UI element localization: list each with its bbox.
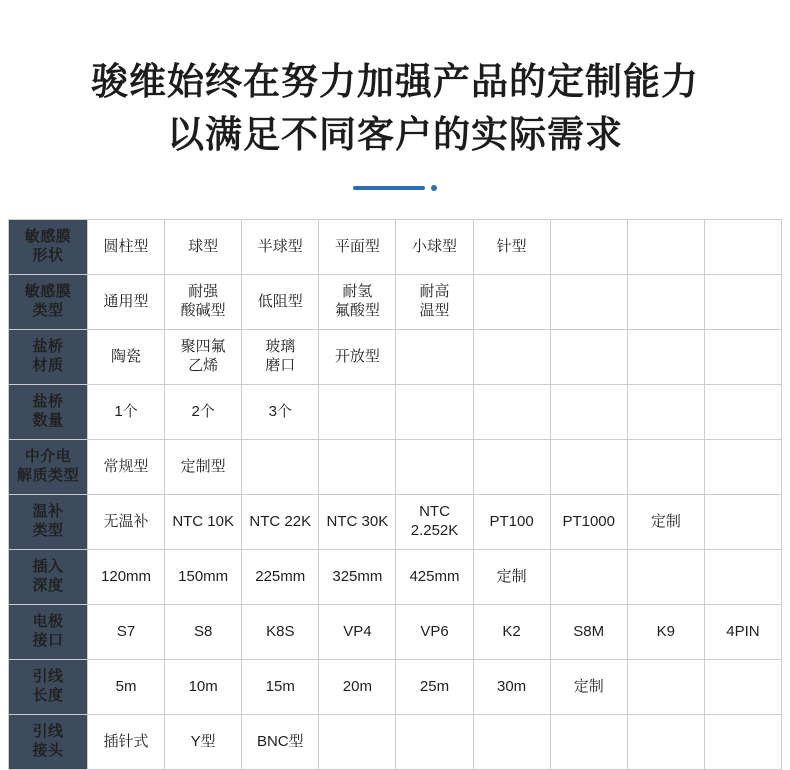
- table-cell-line: 15m: [265, 677, 295, 695]
- table-cell[interactable]: [242, 275, 319, 330]
- table-cell-empty: [550, 330, 627, 385]
- table-cell[interactable]: [396, 495, 473, 550]
- table-cell-line: S8: [193, 622, 213, 640]
- table-cell[interactable]: [550, 605, 627, 660]
- row-header-line: 深度: [32, 577, 64, 595]
- table-cell-line: 5m: [115, 677, 137, 695]
- table-cell-line: PT100: [489, 512, 534, 530]
- table-cell-line: 氟酸型: [334, 302, 380, 320]
- table-cell[interactable]: [88, 440, 165, 495]
- table-cell[interactable]: [319, 550, 396, 605]
- table-cell-line: 425mm: [409, 567, 460, 585]
- table-cell[interactable]: [473, 605, 550, 660]
- table-cell[interactable]: [88, 275, 165, 330]
- row-header: [9, 440, 88, 495]
- table-cell[interactable]: [165, 660, 242, 715]
- divider-dot: [431, 185, 437, 191]
- table-cell-empty: [704, 495, 781, 550]
- row-header: [9, 220, 88, 275]
- row-header: [9, 660, 88, 715]
- table-row: [9, 220, 782, 275]
- table-cell-line: 磨口: [265, 357, 296, 375]
- table-cell-empty: [396, 385, 473, 440]
- table-cell[interactable]: [319, 330, 396, 385]
- table-cell[interactable]: [242, 715, 319, 770]
- table-cell-empty: [704, 330, 781, 385]
- row-header-line: 电极: [32, 613, 64, 631]
- table-cell[interactable]: [319, 605, 396, 660]
- table-cell-line: BNC型: [256, 732, 304, 750]
- table-cell[interactable]: [165, 440, 242, 495]
- table-cell-line: 常规型: [103, 457, 149, 475]
- row-header-line: 盐桥: [32, 393, 64, 411]
- table-cell[interactable]: [88, 715, 165, 770]
- table-cell[interactable]: [396, 275, 473, 330]
- table-cell-line: 开放型: [334, 347, 380, 365]
- table-cell-empty: [473, 385, 550, 440]
- table-cell-empty: [704, 220, 781, 275]
- table-cell-line: 半球型: [257, 237, 303, 255]
- table-cell[interactable]: [242, 605, 319, 660]
- table-cell[interactable]: [473, 550, 550, 605]
- table-cell-empty: [550, 220, 627, 275]
- table-cell-empty: [627, 715, 704, 770]
- table-cell-line: VP6: [420, 622, 449, 640]
- table-cell-line: NTC: [419, 503, 450, 521]
- table-cell-empty: [396, 440, 473, 495]
- row-header: [9, 330, 88, 385]
- table-cell-empty: [627, 330, 704, 385]
- table-cell-empty: [550, 275, 627, 330]
- row-header-line: 解质类型: [16, 467, 79, 485]
- table-cell-empty: [704, 275, 781, 330]
- table-cell-line: 玻璃: [265, 338, 296, 356]
- table-cell-line: 无温补: [103, 512, 149, 530]
- table-cell[interactable]: [396, 605, 473, 660]
- table-cell-line: 通用型: [103, 292, 149, 310]
- table-cell[interactable]: [473, 495, 550, 550]
- table-cell-empty: [550, 385, 627, 440]
- table-cell-line: S8M: [573, 622, 605, 640]
- table-cell-line: 2.252K: [410, 522, 459, 540]
- table-cell[interactable]: [242, 220, 319, 275]
- table-cell-empty: [473, 715, 550, 770]
- table-cell-line: 低阻型: [257, 292, 303, 310]
- row-header-line: 插入: [32, 558, 64, 576]
- table-cell-empty: [704, 715, 781, 770]
- table-cell-empty: [550, 715, 627, 770]
- table-cell-line: 120mm: [101, 567, 152, 585]
- table-cell[interactable]: [242, 385, 319, 440]
- table-cell-line: 4PIN: [726, 622, 760, 640]
- table-cell-line: 耐氢: [342, 283, 373, 301]
- table-cell-empty: [396, 330, 473, 385]
- table-cell-line: 球型: [188, 237, 219, 255]
- table-cell-line: 温型: [419, 302, 450, 320]
- table-row: [9, 385, 782, 440]
- row-header: [9, 385, 88, 440]
- table-cell[interactable]: [627, 495, 704, 550]
- table-cell-line: 圆柱型: [103, 237, 149, 255]
- table-cell-line: K8S: [266, 622, 295, 640]
- table-cell-line: K9: [656, 622, 675, 640]
- table-cell-empty: [473, 275, 550, 330]
- table-cell-line: 耐高: [419, 283, 450, 301]
- table-cell-empty: [704, 660, 781, 715]
- table-cell-line: Y型: [190, 732, 216, 750]
- table-cell[interactable]: [473, 220, 550, 275]
- table-cell-empty: [627, 220, 704, 275]
- table-cell[interactable]: [165, 495, 242, 550]
- row-header: [9, 605, 88, 660]
- row-header-line: 敏感膜: [24, 283, 72, 301]
- page-title: [0, 56, 790, 161]
- table-cell-line: 1个: [114, 402, 138, 420]
- table-cell-line: 定制: [573, 677, 604, 695]
- spec-table-wrapper: [0, 219, 790, 770]
- table-cell-line: 225mm: [255, 567, 306, 585]
- table-cell-line: 定制: [496, 567, 527, 585]
- table-cell-empty: [627, 550, 704, 605]
- table-cell[interactable]: [165, 275, 242, 330]
- table-cell-line: NTC 10K: [172, 512, 234, 530]
- table-cell-line: 小球型: [411, 237, 457, 255]
- row-header-line: 温补: [32, 503, 64, 521]
- table-cell-line: NTC 22K: [249, 512, 312, 530]
- headline-line-1: 骏维始终在努力加强产品的定制能力: [91, 61, 699, 102]
- table-cell[interactable]: [627, 605, 704, 660]
- row-header-line: 数量: [32, 412, 64, 430]
- table-row: [9, 495, 782, 550]
- table-cell-empty: [242, 440, 319, 495]
- row-header-line: 材质: [32, 357, 64, 375]
- table-row: [9, 715, 782, 770]
- page-header: [0, 0, 790, 193]
- table-cell-line: 平面型: [334, 237, 380, 255]
- table-row: [9, 660, 782, 715]
- table-cell-line: 插针式: [103, 732, 149, 750]
- table-cell[interactable]: [242, 550, 319, 605]
- table-cell-empty: [550, 440, 627, 495]
- table-cell[interactable]: [88, 605, 165, 660]
- table-cell[interactable]: [165, 385, 242, 440]
- table-cell-empty: [550, 550, 627, 605]
- table-cell-line: 定制型: [180, 457, 226, 475]
- table-cell-line: 20m: [342, 677, 372, 695]
- table-cell[interactable]: [473, 660, 550, 715]
- table-cell-line: 针型: [496, 237, 527, 255]
- table-cell[interactable]: [319, 275, 396, 330]
- table-cell-line: 酸碱型: [180, 302, 226, 320]
- table-cell-line: NTC 30K: [326, 512, 389, 530]
- row-header-line: 敏感膜: [24, 228, 72, 246]
- table-cell[interactable]: [704, 605, 781, 660]
- table-cell-line: 150mm: [178, 567, 229, 585]
- table-cell[interactable]: [88, 660, 165, 715]
- table-cell-line: 30m: [497, 677, 527, 695]
- row-header-line: 长度: [32, 687, 64, 705]
- table-cell-line: 25m: [419, 677, 450, 695]
- table-row: [9, 550, 782, 605]
- table-cell-empty: [396, 715, 473, 770]
- table-cell-empty: [704, 440, 781, 495]
- table-cell[interactable]: [242, 495, 319, 550]
- table-cell[interactable]: [396, 220, 473, 275]
- table-cell[interactable]: [319, 495, 396, 550]
- table-cell-line: 聚四氟: [180, 338, 226, 356]
- table-cell[interactable]: [550, 495, 627, 550]
- row-header-line: 盐桥: [32, 338, 64, 356]
- table-cell-line: PT1000: [562, 512, 615, 530]
- table-cell-line: VP4: [343, 622, 372, 640]
- table-cell-empty: [319, 715, 396, 770]
- table-cell[interactable]: [165, 715, 242, 770]
- table-cell-line: 定制: [650, 512, 681, 530]
- table-cell-line: 耐强: [188, 283, 219, 301]
- table-cell-empty: [319, 440, 396, 495]
- row-header-line: 引线: [32, 668, 64, 686]
- row-header-line: 形状: [32, 247, 64, 265]
- table-cell-empty: [473, 440, 550, 495]
- table-cell-line: 陶瓷: [111, 347, 142, 365]
- spec-table-body: [9, 220, 782, 770]
- row-header-line: 接头: [32, 742, 64, 760]
- table-cell[interactable]: [242, 330, 319, 385]
- table-cell-line: K2: [502, 622, 521, 640]
- table-cell[interactable]: [88, 385, 165, 440]
- table-cell-empty: [627, 385, 704, 440]
- table-cell[interactable]: [396, 550, 473, 605]
- row-header-line: 引线: [32, 723, 64, 741]
- table-row: [9, 330, 782, 385]
- table-cell-line: 10m: [188, 677, 218, 695]
- row-header: [9, 495, 88, 550]
- table-cell[interactable]: [550, 660, 627, 715]
- table-row: [9, 440, 782, 495]
- table-row: [9, 275, 782, 330]
- table-cell[interactable]: [319, 660, 396, 715]
- table-row: [9, 605, 782, 660]
- spec-table: [8, 219, 782, 770]
- table-cell[interactable]: [396, 660, 473, 715]
- divider: [0, 183, 790, 193]
- row-header: [9, 275, 88, 330]
- table-cell-empty: [627, 275, 704, 330]
- table-cell[interactable]: [165, 605, 242, 660]
- table-cell-empty: [473, 330, 550, 385]
- table-cell-empty: [319, 385, 396, 440]
- table-cell[interactable]: [165, 330, 242, 385]
- table-cell[interactable]: [165, 550, 242, 605]
- table-cell-line: 2个: [191, 402, 215, 420]
- row-header-line: 接口: [32, 632, 64, 650]
- table-cell-line: S7: [116, 622, 136, 640]
- row-header-line: 类型: [32, 302, 64, 320]
- table-cell-line: 3个: [268, 402, 292, 420]
- row-header-line: 中介电: [24, 448, 72, 466]
- row-header: [9, 550, 88, 605]
- table-cell[interactable]: [242, 660, 319, 715]
- table-cell-empty: [704, 385, 781, 440]
- row-header-line: 类型: [32, 522, 64, 540]
- table-cell[interactable]: [88, 220, 165, 275]
- table-cell-empty: [627, 440, 704, 495]
- table-cell[interactable]: [165, 220, 242, 275]
- table-cell-line: 乙烯: [188, 357, 219, 375]
- table-cell[interactable]: [319, 220, 396, 275]
- table-cell[interactable]: [88, 330, 165, 385]
- table-cell-line: 325mm: [332, 567, 383, 585]
- row-header: [9, 715, 88, 770]
- table-cell[interactable]: [88, 550, 165, 605]
- divider-bar: [353, 186, 425, 190]
- table-cell-empty: [704, 550, 781, 605]
- headline-line-2: 以满足不同客户的实际需求: [167, 113, 623, 155]
- table-cell-empty: [627, 660, 704, 715]
- table-cell[interactable]: [88, 495, 165, 550]
